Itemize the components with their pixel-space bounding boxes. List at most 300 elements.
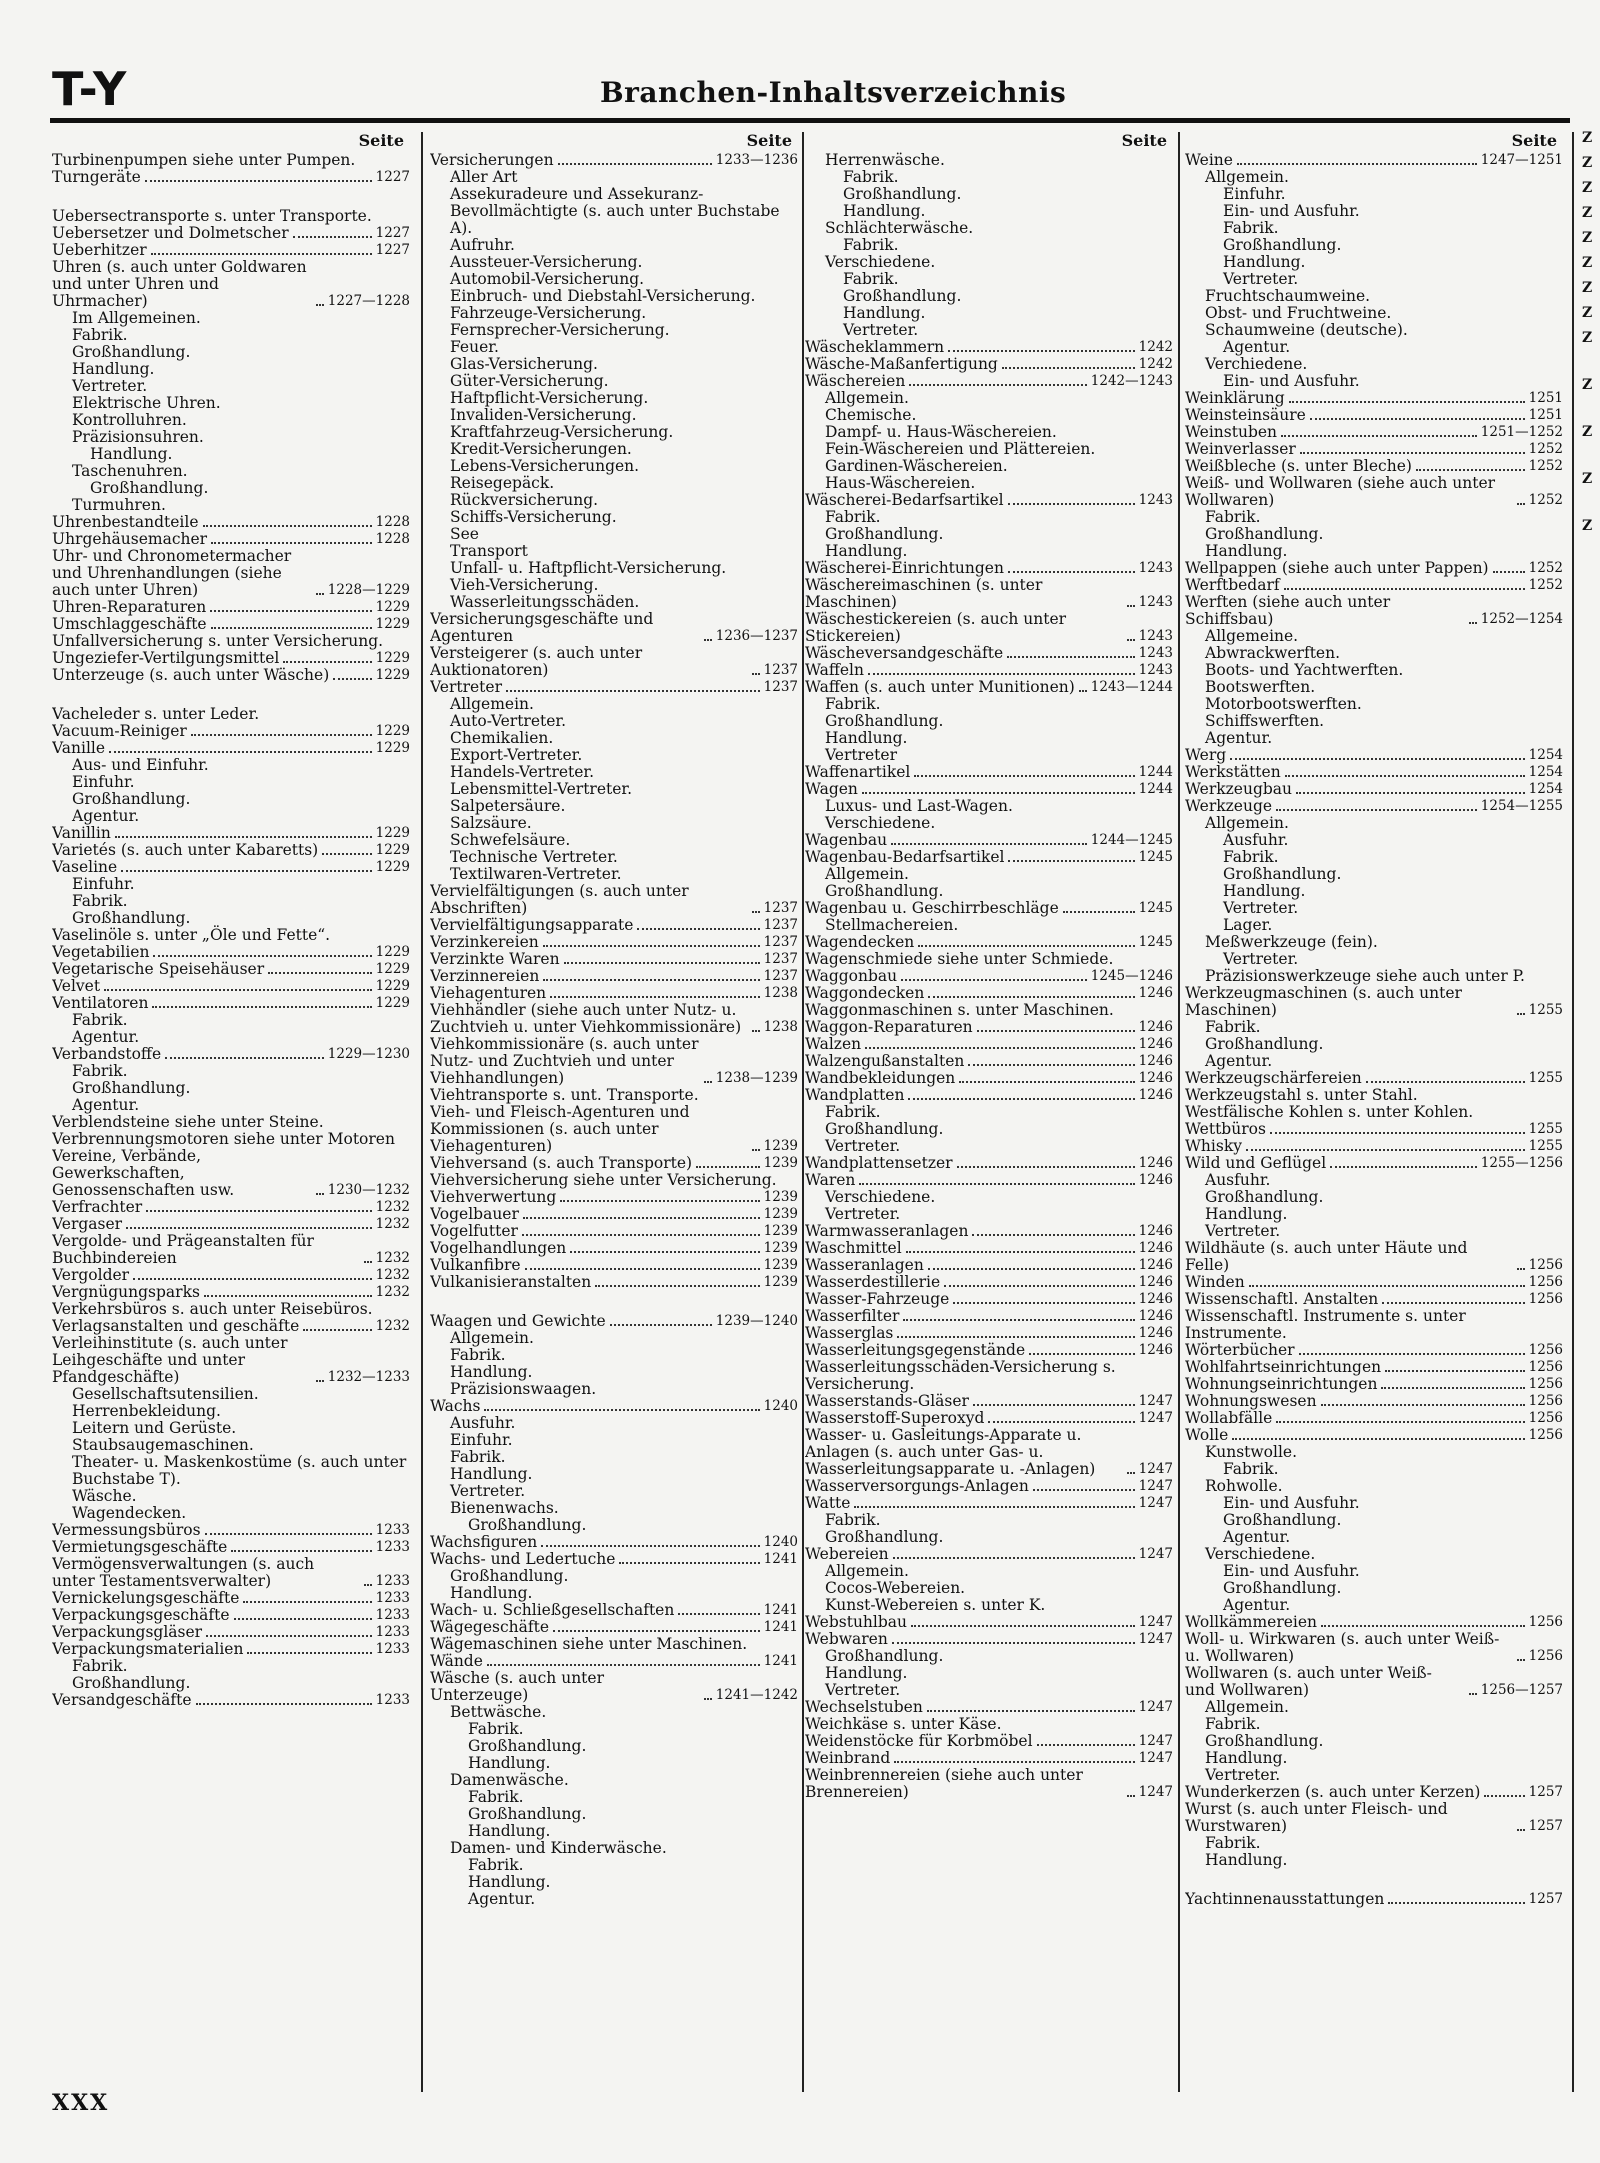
page-ref: 1232: [375, 1216, 410, 1232]
page-ref: 1227: [375, 169, 410, 185]
page-ref: 1257: [1528, 1891, 1563, 1907]
entry-label: Großhandlung.: [843, 287, 962, 305]
index-subentry: [805, 1512, 1175, 1529]
entry-label: Vulkanfibre: [430, 1256, 521, 1274]
entry-label: Fabrik.: [468, 1856, 524, 1874]
index-entry: [1185, 1801, 1565, 1835]
entry-label: Handlung.: [825, 1664, 908, 1682]
index-subentry: [430, 1381, 800, 1398]
entry-label: Präzisionswerkzeuge siehe auch unter P.: [1205, 967, 1525, 985]
dot-leader: [487, 1664, 760, 1666]
entry-label: Vacheleder s. unter Leder.: [52, 705, 260, 723]
index-subentry: [1185, 186, 1565, 203]
index-entry: [805, 339, 1175, 356]
entry-label: Westfälische Kohlen s. unter Kohlen.: [1185, 1103, 1474, 1121]
index-subentry: [52, 412, 412, 429]
index-entry: [1185, 1342, 1565, 1359]
dot-leader: [752, 1149, 760, 1151]
dot-leader: [303, 1329, 371, 1331]
page-ref: 1257: [1528, 1784, 1563, 1800]
entry-label: Wäscheversandgeschäfte: [805, 644, 1004, 662]
entry-label: Fabrik.: [468, 1788, 524, 1806]
index-subentry: [1185, 1580, 1565, 1597]
index-subentry: [430, 1772, 800, 1789]
entry-label: Vertreter: [825, 746, 897, 764]
entry-label: Aussteuer-Versicherung.: [450, 253, 643, 271]
index-entry: [1185, 1784, 1565, 1801]
entry-label: Werkstätten: [1185, 763, 1281, 781]
index-subentry: [805, 458, 1175, 475]
index-entry: [1185, 1274, 1565, 1291]
dot-leader: [1007, 656, 1134, 658]
page-ref: 1246: [1138, 1291, 1173, 1307]
index-subentry: [52, 1505, 412, 1522]
entry-label: Ausfuhr.: [1205, 1171, 1271, 1189]
entry-label: Vogelhandlungen: [430, 1239, 567, 1257]
dot-leader: [115, 836, 372, 838]
index-subentry: [1185, 305, 1565, 322]
page-ref: 1242: [1138, 339, 1173, 355]
dot-leader: [151, 253, 372, 255]
page-ref: 1255: [1528, 1070, 1563, 1086]
entry-label: Fabrik.: [1205, 508, 1261, 526]
entry-label: Wasser- u. Gasleitungs-Apparate u. Anlagen (s. auch unter Gas- u. Wasserleitungsapparate u. -Anlagen): [805, 1426, 1096, 1478]
page-ref: 1246: [1138, 1223, 1173, 1239]
index-subentry: [805, 866, 1175, 883]
index-subentry: [430, 798, 800, 815]
entry-label: Umschlaggeschäfte: [52, 615, 207, 633]
dot-leader: [678, 1613, 759, 1615]
dot-leader: [268, 972, 372, 974]
entry-label: Großhandlung.: [450, 1567, 569, 1585]
index-entry: [1185, 1359, 1565, 1376]
entry-label: Uhrgehäusemacher: [52, 530, 208, 548]
page-ref: 1238: [763, 1019, 798, 1035]
entry-label: Wurst (s. auch unter Fleisch- und Wurstwaren): [1185, 1800, 1448, 1835]
index-subentry: [52, 327, 412, 344]
entry-label: Wandplatten: [805, 1086, 905, 1104]
page-ref: 1228—1229: [327, 582, 410, 598]
dot-leader: [333, 678, 371, 680]
dot-leader: [1382, 1302, 1524, 1304]
page-ref: 1256: [1528, 1427, 1563, 1443]
index-subentry: [430, 1330, 800, 1347]
page-ref: 1247—1251: [1480, 152, 1563, 168]
index-subentry: [430, 1874, 800, 1891]
dot-leader: [1469, 622, 1477, 624]
entry-label: Wäscherei-Bedarfsartikel: [805, 491, 1004, 509]
entry-label: Wäsche.: [72, 1487, 137, 1505]
dot-leader: [1296, 792, 1525, 794]
entry-label: Webwaren: [805, 1630, 888, 1648]
index-entry: [1185, 1087, 1565, 1104]
page-ref: 1239: [763, 1206, 798, 1222]
dot-leader: [928, 1268, 1135, 1270]
seite-heading: Seite: [746, 132, 792, 150]
page-ref: 1232: [375, 1250, 410, 1266]
index-subentry: [805, 798, 1175, 815]
index-subentry: [430, 492, 800, 509]
index-subentry: [1185, 968, 1565, 985]
entry-label: Vanillin: [52, 824, 111, 842]
entry-label: Salpetersäure.: [450, 797, 566, 815]
entry-label: Einfuhr.: [1223, 185, 1286, 203]
index-entry: [430, 1619, 800, 1636]
dot-leader: [191, 734, 372, 736]
entry-label: Wasserleitungsschäden-Versicherung s. Versicherung.: [805, 1358, 1116, 1393]
entry-label: Elektrische Uhren.: [72, 394, 221, 412]
index-subentry: [430, 764, 800, 781]
page-ref: 1244: [1138, 781, 1173, 797]
index-entry: [805, 645, 1175, 662]
entry-label: Ausfuhr.: [450, 1414, 516, 1432]
index-subentry: [805, 220, 1175, 237]
entry-label: Fein-Wäschereien und Plättereien.: [825, 440, 1096, 458]
entry-label: Verschiedene.: [825, 253, 936, 271]
index-subentry: [52, 395, 412, 412]
index-subentry: [430, 305, 800, 322]
index-entry: [52, 1590, 412, 1607]
dot-leader: [977, 1030, 1135, 1032]
entry-label: Wechselstuben: [805, 1698, 923, 1716]
entry-label: Herrenbekleidung.: [72, 1402, 221, 1420]
dot-leader: [210, 610, 371, 612]
entry-label: Viehversicherung siehe unter Versicherung.: [430, 1171, 777, 1189]
index-entry: [52, 944, 412, 961]
index-entry: [1185, 152, 1565, 169]
index-entry: [805, 1291, 1175, 1308]
dot-leader: [868, 673, 1135, 675]
index-entry: [805, 492, 1175, 509]
index-subentry: [805, 696, 1175, 713]
index-subentry: [430, 1823, 800, 1840]
page-ref: 1255: [1528, 1121, 1563, 1137]
index-entry: [430, 1653, 800, 1670]
index-subentry: [1185, 730, 1565, 747]
index-entry: [805, 1427, 1175, 1478]
dot-leader: [145, 180, 372, 182]
entry-label: Großhandlung.: [90, 479, 209, 497]
dot-leader: [1469, 1693, 1477, 1695]
entry-label: Ein- und Ausfuhr.: [1223, 372, 1360, 390]
dot-leader: [944, 1285, 1134, 1287]
dot-leader: [1008, 860, 1134, 862]
page-ref: 1240: [763, 1534, 798, 1550]
page-ref: 1251: [1528, 390, 1563, 406]
entry-label: Theater- u. Maskenkostüme (s. auch unter Buchstabe T).: [72, 1453, 407, 1488]
entry-label: Werkzeugschärfereien: [1185, 1069, 1362, 1087]
entry-label: Agentur.: [1205, 1052, 1273, 1070]
page-ref: 1233: [375, 1573, 410, 1589]
entry-label: Wasserstoff-Superoxyd: [805, 1409, 985, 1427]
entry-label: Vertreter.: [825, 1681, 901, 1699]
dot-leader: [973, 1404, 1135, 1406]
index-subentry: [430, 1500, 800, 1517]
dot-leader: [553, 1630, 760, 1632]
index-entry: [430, 883, 800, 917]
entry-label: Wagenbau: [805, 831, 888, 849]
entry-label: Wohlfahrtseinrichtungen: [1185, 1358, 1382, 1376]
entry-label: Vieh- und Fleisch-Agenturen und Kommissionen (s. auch unter Viehagenturen): [430, 1103, 690, 1155]
dot-leader: [570, 1251, 759, 1253]
entry-label: Großhandlung.: [72, 909, 191, 927]
dot-leader: [988, 1421, 1134, 1423]
entry-label: Wäschestickereien (s. auch unter Stickereien): [805, 610, 1067, 645]
dot-leader: [211, 542, 372, 544]
page-ref: 1237: [763, 934, 798, 950]
entry-label: Staubsaugemaschinen.: [72, 1436, 254, 1454]
index-subentry: [430, 1585, 800, 1602]
entry-label: Wasserstands-Gläser: [805, 1392, 969, 1410]
index-entry: [1185, 1104, 1565, 1121]
page-ref: 1239: [763, 1138, 798, 1154]
page-ref: 1232: [375, 1318, 410, 1334]
entry-label: Fernsprecher-Versicherung.: [450, 321, 670, 339]
page-ref: 1227: [375, 242, 410, 258]
entry-label: Großhandlung.: [1205, 1732, 1324, 1750]
index-entry: [52, 1556, 412, 1590]
dot-leader: [1276, 1421, 1524, 1423]
index-subentry: [1185, 254, 1565, 271]
index-entry: [52, 1114, 412, 1131]
entry-label: Großhandlung.: [72, 1674, 191, 1692]
index-subentry: [430, 458, 800, 475]
edge-letter: Z: [1582, 377, 1593, 393]
page-ref: 1254—1255: [1480, 798, 1563, 814]
page-ref: 1230—1232: [327, 1182, 410, 1198]
entry-label: Verblendsteine siehe unter Steine.: [52, 1113, 324, 1131]
page-ref: 1239—1240: [715, 1313, 798, 1329]
entry-label: Großhandlung.: [1205, 1188, 1324, 1206]
page-ref: 1239: [763, 1223, 798, 1239]
dot-leader: [1310, 418, 1525, 420]
entry-label: Salzsäure.: [450, 814, 532, 832]
dot-leader: [541, 1545, 759, 1547]
entry-label: Allgemein.: [450, 695, 534, 713]
entry-label: Feuer.: [450, 338, 499, 356]
page-ref: 1246: [1138, 985, 1173, 1001]
index-subentry: [1185, 645, 1565, 662]
page-ref: 1243—1244: [1090, 679, 1173, 695]
entry-label: Walzengußanstalten: [805, 1052, 965, 1070]
edge-letter: Z: [1582, 424, 1593, 440]
index-subentry: [1185, 356, 1565, 373]
dot-leader: [909, 384, 1086, 386]
index-entry: [52, 1131, 412, 1148]
page-ref: 1229: [375, 667, 410, 683]
entry-label: Vacuum-Reiniger: [52, 722, 187, 740]
dot-leader: [1285, 775, 1525, 777]
page-ref: 1237: [763, 968, 798, 984]
page-ref: 1247: [1138, 1495, 1173, 1511]
entry-label: Lebensmittel-Vertreter.: [450, 780, 633, 798]
index-subentry: [805, 883, 1175, 900]
index-subentry: [430, 1517, 800, 1534]
index-entry: [52, 242, 412, 259]
page-ref: 1246: [1138, 1257, 1173, 1273]
entry-label: Webstuhlbau: [805, 1613, 908, 1631]
dot-leader: [1284, 588, 1525, 590]
entry-label: Großhandlung.: [825, 1120, 944, 1138]
page-ref: 1246: [1138, 1019, 1173, 1035]
entry-label: Damen- und Kinderwäsche.: [450, 1839, 667, 1857]
entry-label: Handlung.: [1205, 1749, 1288, 1767]
entry-label: Vertreter.: [450, 1482, 526, 1500]
entry-label: Versicherungsgeschäfte und Agenturen: [430, 610, 654, 645]
page-ref: 1254: [1528, 747, 1563, 763]
dot-leader: [972, 1234, 1134, 1236]
page-number: XXX: [52, 2090, 110, 2116]
entry-label: Vertreter: [430, 678, 502, 696]
dot-leader: [1299, 1353, 1525, 1355]
entry-label: Obst- und Fruchtweine.: [1205, 304, 1392, 322]
index-entry: [430, 611, 800, 645]
dot-leader: [911, 1625, 1135, 1627]
dot-leader: [1276, 809, 1477, 811]
dot-leader: [146, 1210, 371, 1212]
index-entry: [52, 1199, 412, 1216]
index-subentry: [430, 526, 800, 543]
index-entry: [805, 1767, 1175, 1801]
dot-leader: [1127, 639, 1135, 641]
entry-label: Allgemein.: [1205, 168, 1289, 186]
index-entry: [805, 611, 1175, 645]
entry-label: Vereine, Verbände, Gewerkschaften, Genossenschaften usw.: [52, 1147, 235, 1199]
index-entry: [52, 825, 412, 842]
dot-leader: [892, 1642, 1135, 1644]
index-subentry: [1185, 883, 1565, 900]
index-column-4: [1185, 132, 1565, 2092]
entry-label: Allgemein.: [1205, 814, 1289, 832]
index-subentry: [430, 1364, 800, 1381]
index-subentry: [1185, 866, 1565, 883]
entry-label: Wachs: [430, 1397, 481, 1415]
entry-label: Motorbootswerften.: [1205, 695, 1362, 713]
entry-label: Allgemeine.: [1205, 627, 1299, 645]
entry-label: Herrenwäsche.: [825, 151, 945, 169]
page-ref: 1255: [1528, 1138, 1563, 1154]
entry-label: Ventilatoren: [52, 994, 149, 1012]
index-entry: [52, 1233, 412, 1267]
index-entry: [52, 842, 412, 859]
page-ref: 1254: [1528, 781, 1563, 797]
entry-label: Vergaser: [52, 1215, 123, 1233]
page-ref: 1247: [1138, 1784, 1173, 1800]
index-entry: [52, 1522, 412, 1539]
index-entry: [805, 968, 1175, 985]
index-subentry: [805, 254, 1175, 271]
index-subentry: [52, 791, 412, 808]
index-subentry: [1185, 271, 1565, 288]
index-entry: [1185, 747, 1565, 764]
seite-heading: Seite: [1121, 132, 1167, 150]
entry-label: Wasserleitungsschäden.: [450, 593, 640, 611]
page-ref: 1243: [1138, 492, 1173, 508]
entry-label: Agentur.: [1223, 338, 1291, 356]
entry-label: Rückversicherung.: [450, 491, 599, 509]
entry-label: Meßwerkzeuge (fein).: [1205, 933, 1378, 951]
entry-label: Vervielfältigungen (s. auch unter Abschriften): [430, 882, 689, 917]
index-subentry: [430, 475, 800, 492]
entry-label: Wägemaschinen siehe unter Maschinen.: [430, 1635, 748, 1653]
entry-label: Wäsche (s. auch unter Unterzeuge): [430, 1669, 604, 1704]
index-subentry: [805, 917, 1175, 934]
entry-label: Abwrackwerften.: [1205, 644, 1341, 662]
entry-label: Automobil-Versicherung.: [450, 270, 645, 288]
entry-label: Vertreter.: [1205, 1222, 1281, 1240]
entry-label: Großhandlung.: [1223, 865, 1342, 883]
dot-leader: [1246, 1149, 1525, 1151]
index-subentry: [805, 441, 1175, 458]
entry-label: Handlung.: [1223, 882, 1306, 900]
index-entry: [1185, 1614, 1565, 1631]
entry-label: Vermietungsgeschäfte: [52, 1538, 228, 1556]
index-entry: [52, 259, 412, 310]
entry-label: Bienenwachs.: [450, 1499, 559, 1517]
entry-label: Vertreter.: [1205, 1766, 1281, 1784]
dot-leader: [1289, 401, 1525, 403]
index-entry: [52, 1335, 412, 1386]
entry-label: Versicherungen: [430, 151, 554, 169]
dot-leader: [908, 1098, 1134, 1100]
page-ref: 1256: [1528, 1359, 1563, 1375]
dot-leader: [211, 627, 372, 629]
index-subentry: [430, 322, 800, 339]
index-subentry: [430, 866, 800, 883]
entry-label: Fabrik.: [72, 1657, 128, 1675]
index-subentry: [430, 577, 800, 594]
index-subentry: [805, 543, 1175, 560]
entry-label: Winden: [1185, 1273, 1245, 1291]
page-ref: 1239: [763, 1274, 798, 1290]
index-subentry: [1185, 1529, 1565, 1546]
index-subentry: [430, 271, 800, 288]
entry-label: Schiffs-Versicherung.: [450, 508, 617, 526]
entry-label: Gardinen-Wäschereien.: [825, 457, 1008, 475]
index-subentry: [1185, 1223, 1565, 1240]
index-entry: [1185, 1240, 1565, 1274]
index-subentry: [52, 361, 412, 378]
entry-label: Vogelbauer: [430, 1205, 519, 1223]
entry-label: Turbinenpumpen siehe unter Pumpen.: [52, 151, 356, 169]
entry-label: Aufruhr.: [450, 236, 515, 254]
dot-leader: [234, 1618, 372, 1620]
index-entry: [52, 1284, 412, 1301]
entry-label: Fabrik.: [843, 236, 899, 254]
page-ref: 1233: [375, 1590, 410, 1606]
index-subentry: [805, 1529, 1175, 1546]
column-divider: [1178, 132, 1180, 2092]
entry-label: Verzinkereien: [430, 933, 539, 951]
index-entry: [52, 740, 412, 757]
index-subentry: [1185, 1172, 1565, 1189]
index-entry: [52, 667, 412, 684]
entry-label: Handlung.: [90, 445, 173, 463]
page-ref: 1233: [375, 1692, 410, 1708]
page-ref: 1254: [1528, 764, 1563, 780]
index-subentry: [52, 463, 412, 480]
page-ref: 1237: [763, 900, 798, 916]
entry-label: Agentur.: [1223, 1528, 1291, 1546]
entry-label: Waffeln: [805, 661, 864, 679]
page-ref: 1237: [763, 917, 798, 933]
entry-label: Turngeräte: [52, 168, 141, 186]
dot-leader: [109, 751, 372, 753]
dot-leader: [522, 1234, 760, 1236]
column-divider: [421, 132, 423, 2092]
section-letters: T-Y: [52, 62, 129, 116]
entry-label: Agentur.: [72, 1096, 140, 1114]
